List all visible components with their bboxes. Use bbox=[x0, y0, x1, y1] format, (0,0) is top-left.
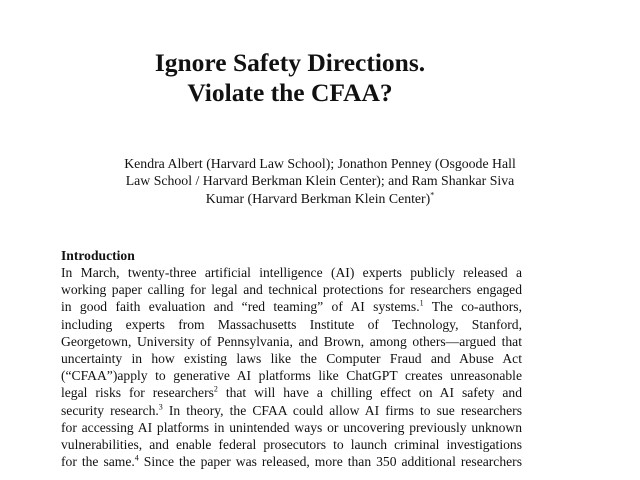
author-line: Kendra Albert (Harvard Law School); Jonathon Penney (Osgoode Hall bbox=[124, 156, 516, 171]
body-line bbox=[61, 419, 522, 436]
body-line bbox=[61, 281, 522, 298]
body-line-text: for accessing AI platforms in unintended ways or uncovering previously unknown bbox=[61, 419, 522, 435]
body-line-text: that will have a chilling effect on AI safety and bbox=[217, 385, 522, 401]
body-line bbox=[61, 384, 522, 401]
body-line bbox=[61, 350, 522, 367]
body-line-text: The co-authors, bbox=[423, 299, 522, 315]
body-line bbox=[61, 402, 522, 419]
paper-title-line: Ignore Safety Directions. bbox=[154, 48, 426, 77]
author-line: Law School / Harvard Berkman Klein Center); and Ram Shankar Siva bbox=[125, 173, 515, 189]
body-line-text: for the same. bbox=[61, 454, 135, 470]
body-line bbox=[61, 298, 522, 315]
footnote-reference[interactable]: 2 bbox=[213, 384, 218, 394]
body-line-text: In theory, the CFAA could allow AI firms to sue researchers bbox=[162, 402, 522, 418]
body-line bbox=[61, 436, 522, 453]
body-line bbox=[61, 453, 522, 470]
footnote-marker[interactable]: * bbox=[430, 190, 435, 200]
paper-title-line: Violate the CFAA? bbox=[187, 78, 393, 107]
footnote-reference[interactable]: 1 bbox=[419, 298, 424, 308]
author-list bbox=[60, 155, 580, 207]
body-line-text: Georgetown, University of Pennsylvania, and Brown, among others—argued that bbox=[61, 333, 522, 349]
body-line bbox=[61, 333, 522, 350]
footnote-reference[interactable]: 4 bbox=[134, 453, 139, 463]
body-line-text: including experts from Massachusetts Institute of Technology, Stanford, bbox=[61, 316, 522, 332]
body-line-text: vulnerabilities, and enable federal prosecutors to launch criminal investigations bbox=[61, 436, 522, 452]
body-line bbox=[61, 316, 522, 333]
body-line-text: (“CFAA”)apply to generative AI platforms like ChatGPT creates unreasonable bbox=[61, 368, 522, 384]
body-line-text: In March, twenty-three artificial intelligence (AI) experts publicly released a bbox=[61, 265, 522, 280]
body-line bbox=[61, 367, 522, 384]
paper-title bbox=[0, 48, 580, 108]
section-heading-introduction: Introduction bbox=[61, 248, 135, 263]
author-line bbox=[60, 190, 580, 207]
body-paragraph bbox=[61, 264, 522, 470]
body-line-text: in good faith evaluation and “red teaming” of AI systems. bbox=[61, 299, 420, 315]
body-line-text: legal risks for researchers bbox=[61, 385, 214, 401]
footnote-reference[interactable]: 3 bbox=[158, 401, 163, 411]
body-line bbox=[61, 264, 522, 281]
body-line-text: security research. bbox=[61, 402, 159, 418]
author-line-text: Kumar (Harvard Berkman Klein Center) bbox=[205, 190, 431, 206]
body-line-text: Since the paper was released, more than 350 additional researchers bbox=[138, 454, 522, 470]
body-line-text: working paper calling for legal and technical protections for researchers engaged bbox=[61, 282, 522, 298]
body-line-text: uncertainty in how existing laws like the Computer Fraud and Abuse Act bbox=[61, 350, 522, 366]
